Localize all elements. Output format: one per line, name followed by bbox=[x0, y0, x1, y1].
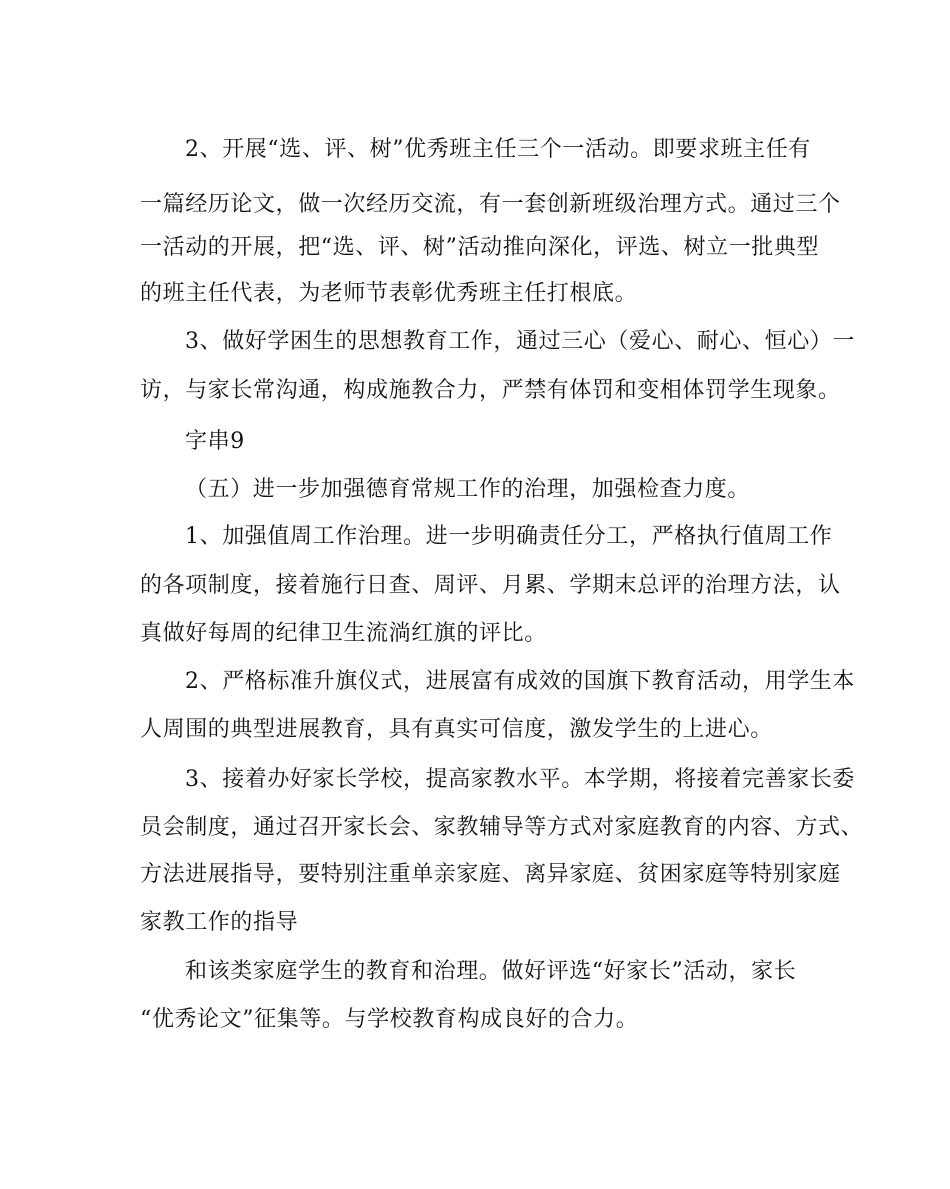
text-line: “优秀论文”征集等。与学校教育构成良好的合力。 bbox=[140, 1007, 639, 1032]
text-line: 人周围的典型进展教育，具有真实可信度，激发学生的上进心。 bbox=[140, 717, 773, 742]
text-line: 方法进展指导，要特别注重单亲家庭、离异家庭、贫困家庭等特别家庭 bbox=[140, 862, 841, 887]
text-line: 家教工作的指导 bbox=[140, 910, 299, 935]
text-line: 和该类家庭学生的教育和治理。做好评选“好家长”活动，家长 bbox=[185, 959, 797, 984]
text-line: 3、做好学困生的思想教育工作，通过三心（爱心、耐心、恒心）一 bbox=[185, 329, 855, 354]
text-line: 一篇经历论文，做一次经历交流，有一套创新班级治理方式。通过三个 bbox=[140, 192, 841, 217]
text-line: 访，与家长常沟通，构成施教合力，严禁有体罚和变相体罚学生现象。 bbox=[140, 378, 841, 403]
text-line: （五）进一步加强德育常规工作的治理，加强检查力度。 bbox=[185, 477, 751, 502]
text-line: 3、接着办好家长学校，提高家教水平。本学期，将接着完善家长委 bbox=[185, 767, 855, 792]
text-line: 2、严格标准升旗仪式，进展富有成效的国旗下教育活动，用学生本 bbox=[185, 669, 855, 694]
text-line: 2、开展“选、评、树”优秀班主任三个一活动。即要求班主任有 bbox=[185, 137, 811, 162]
text-line: 真做好每周的纪律卫生流淌红旗的评比。 bbox=[140, 621, 547, 646]
text-line: 的班主任代表，为老师节表彰优秀班主任打根底。 bbox=[140, 281, 638, 306]
text-line: 员会制度，通过召开家长会、家教辅导等方式对家庭教育的内容、方式、 bbox=[140, 815, 864, 840]
text-line: 1、加强值周工作治理。进一步明确责任分工，严格执行值周工作 bbox=[185, 524, 833, 549]
text-line: 字串9 bbox=[185, 429, 245, 454]
text-line: 的各项制度，接着施行日查、周评、月累、学期末总评的治理方法，认 bbox=[140, 573, 841, 598]
text-line: 一活动的开展，把“选、评、树”活动推向深化，评选、树立一批典型 bbox=[140, 235, 820, 260]
